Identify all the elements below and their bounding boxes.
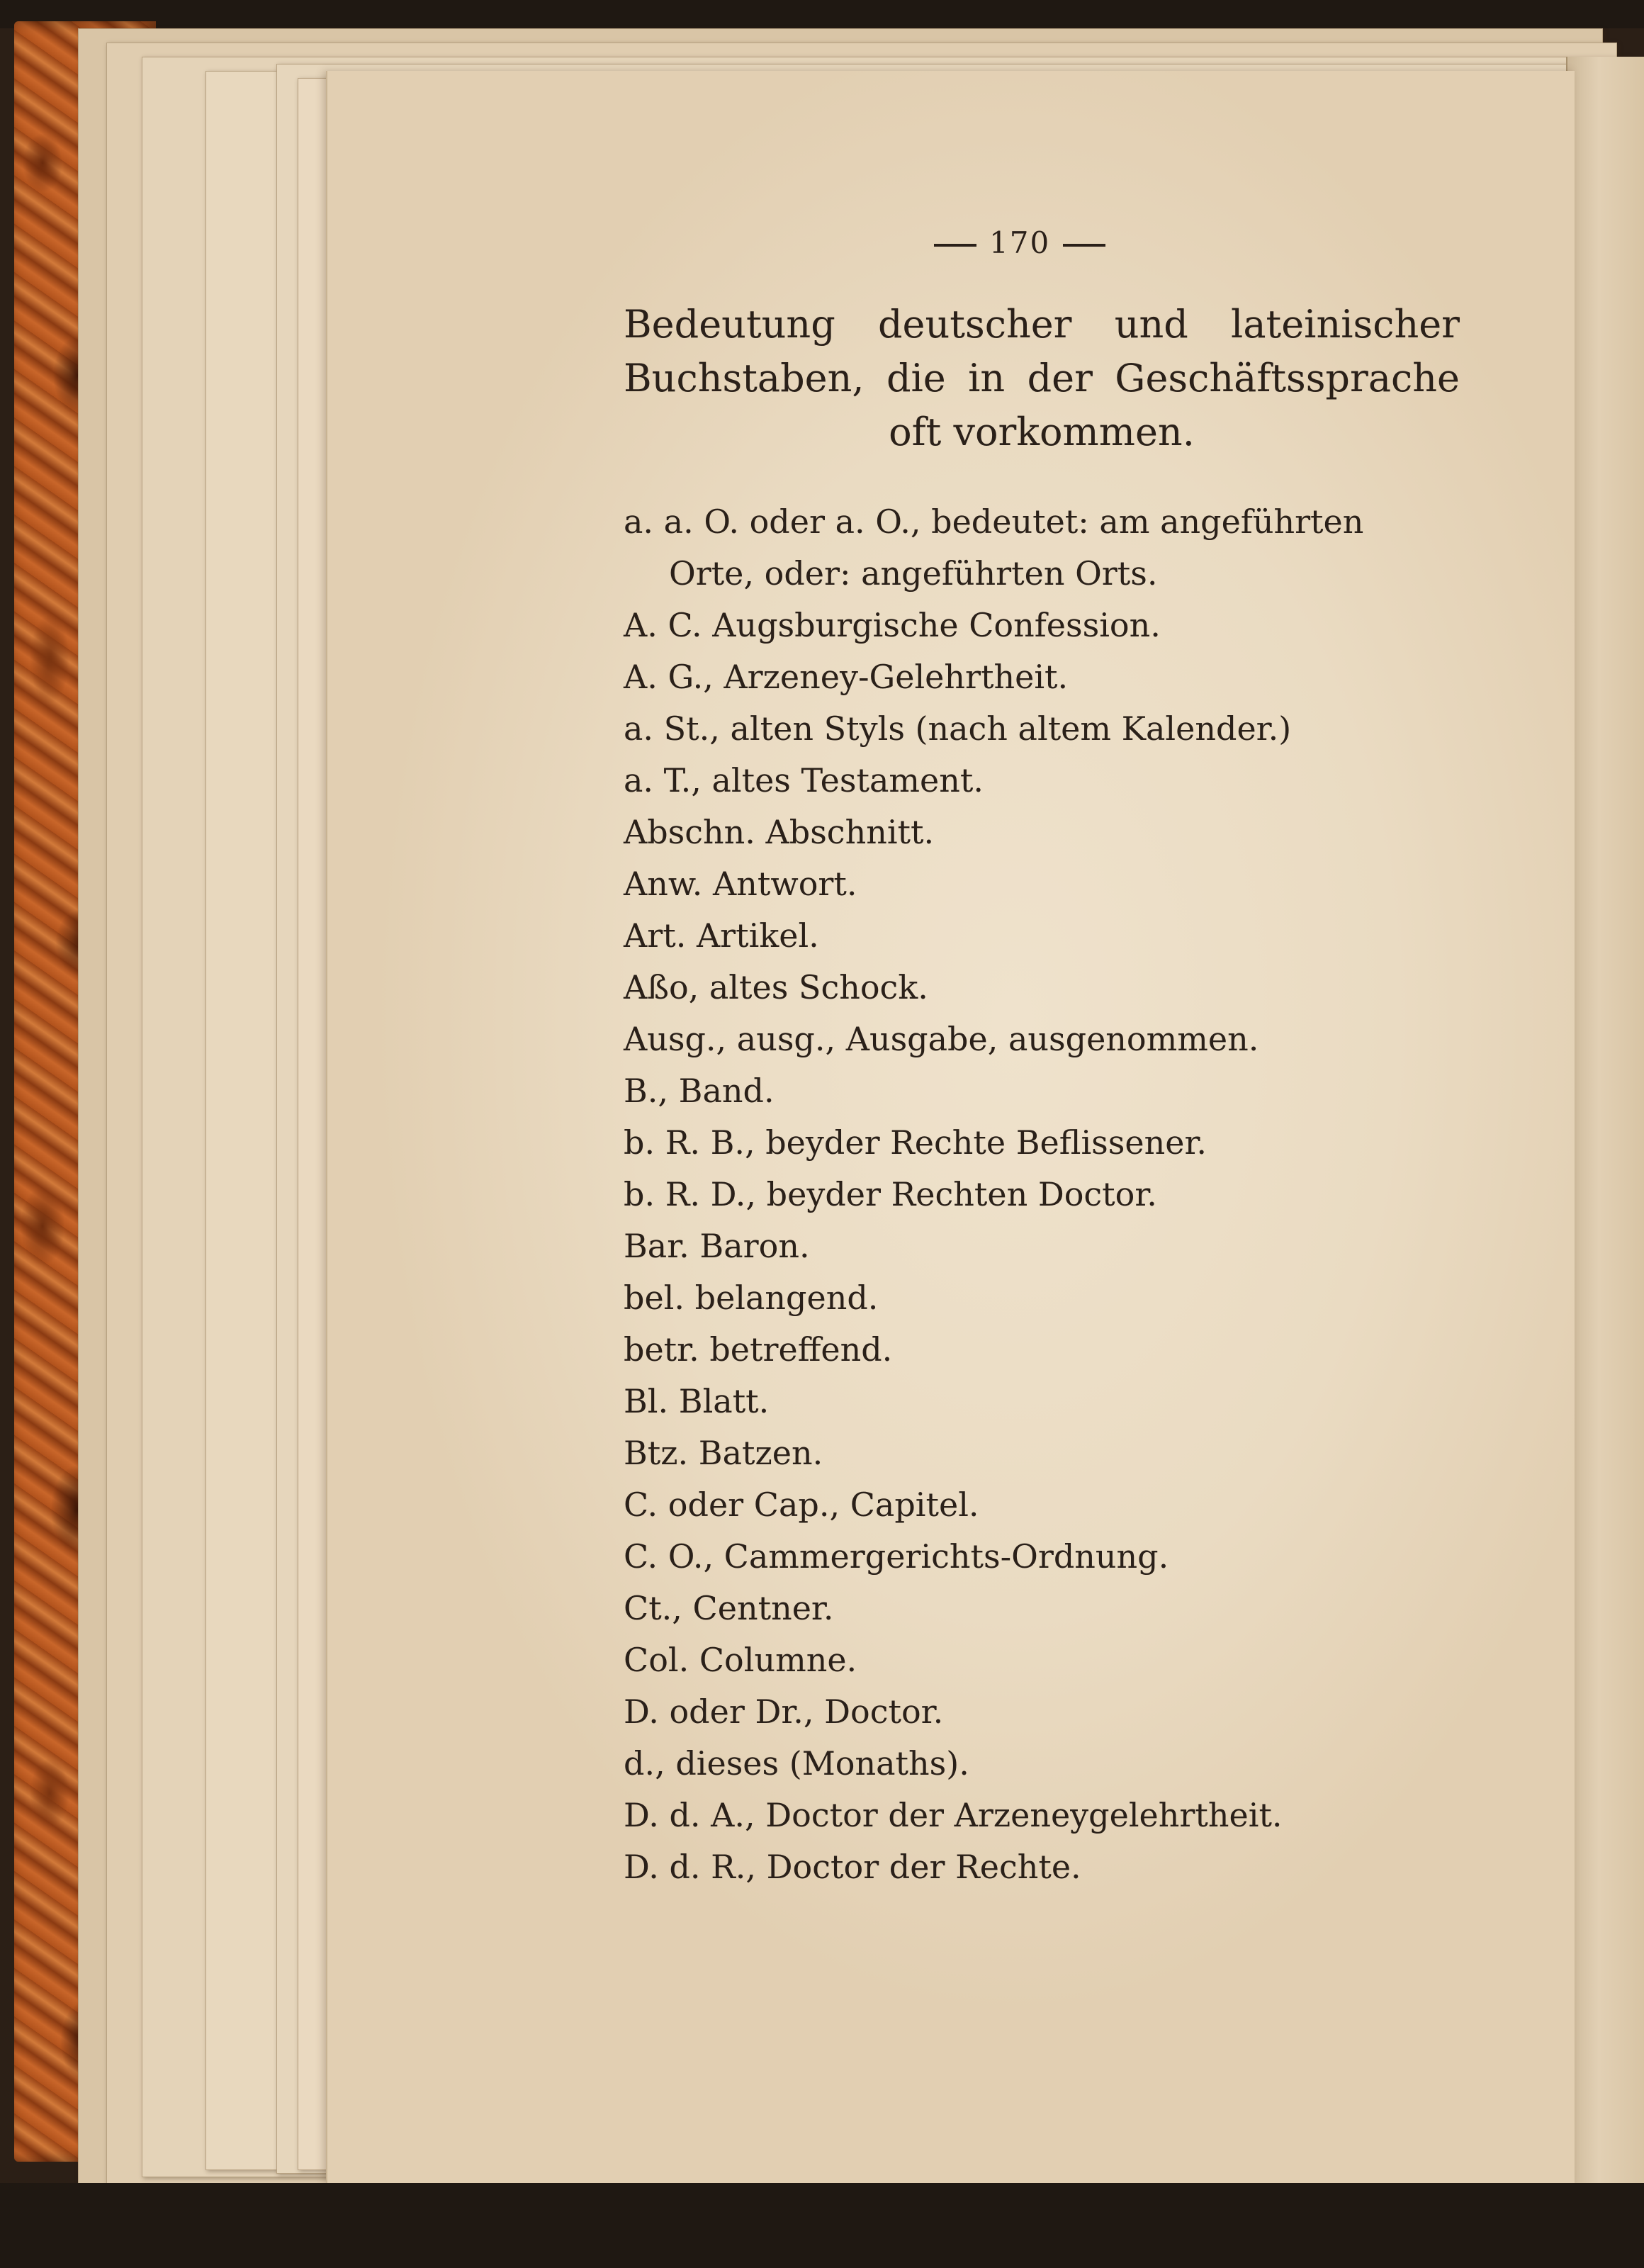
list-item: C. oder Cap., Capitel.: [624, 1486, 979, 1524]
list-item: A. G., Arzeney-Gelehrtheit.: [624, 658, 1069, 696]
list-item: Col. Columne.: [624, 1641, 857, 1679]
list-item: Art. Artikel.: [624, 916, 819, 955]
dash-left: [934, 244, 976, 247]
page-heading: Bedeutung deutscher und lateinischer Buchstaben, die in der Geschäftssprache oft vorkommen.: [624, 302, 1460, 454]
list-item: Bar. Baron.: [624, 1227, 810, 1265]
list-item: A. C. Augsburgische Confession.: [624, 606, 1161, 644]
background-bottom: [0, 2183, 1644, 2268]
list-item: b. R. B., beyder Rechte Beflissener.: [624, 1123, 1207, 1162]
abbreviation-list: [624, 496, 1460, 1893]
list-item: a. T., altes Testament.: [624, 761, 984, 799]
entry-line-continued: Orte, oder: angeführten Orts.: [669, 554, 1158, 593]
list-item: Ausg., ausg., Ausgabe, ausgenommen.: [624, 1020, 1259, 1058]
list-item: Btz. Batzen.: [624, 1434, 823, 1472]
list-item: Bl. Blatt.: [624, 1382, 770, 1420]
page-number: [921, 225, 1118, 260]
list-item: D. d. A., Doctor der Arzeneygelehrtheit.: [624, 1796, 1283, 1834]
dash-right: [1063, 244, 1105, 247]
list-item: Anw. Antwort.: [624, 865, 857, 903]
page-number-text: 170: [989, 225, 1051, 260]
list-item: Ct., Centner.: [624, 1589, 834, 1627]
list-item: a. St., alten Styls (nach altem Kalender.): [624, 709, 1292, 748]
background-top: [0, 0, 1644, 28]
list-item: Aßo, altes Schock.: [624, 968, 928, 1006]
list-item: B., Band.: [624, 1072, 775, 1110]
list-item: betr. betreffend.: [624, 1330, 893, 1369]
list-item: D. d. R., Doctor der Rechte.: [624, 1848, 1081, 1886]
list-item: bel. belangend.: [624, 1279, 879, 1317]
list-item: D. oder Dr., Doctor.: [624, 1692, 944, 1731]
list-item: [624, 496, 1460, 600]
list-item: Abschn. Abschnitt.: [624, 813, 935, 851]
entry-line: a. a. O. oder a. O., bedeutet: am angeführten: [624, 503, 1364, 541]
list-item: C. O., Cammergerichts-Ordnung.: [624, 1537, 1169, 1576]
list-item: d., dieses (Monaths).: [624, 1744, 969, 1783]
facing-page-edge: [1566, 57, 1644, 2183]
list-item: b. R. D., beyder Rechten Doctor.: [624, 1175, 1157, 1213]
